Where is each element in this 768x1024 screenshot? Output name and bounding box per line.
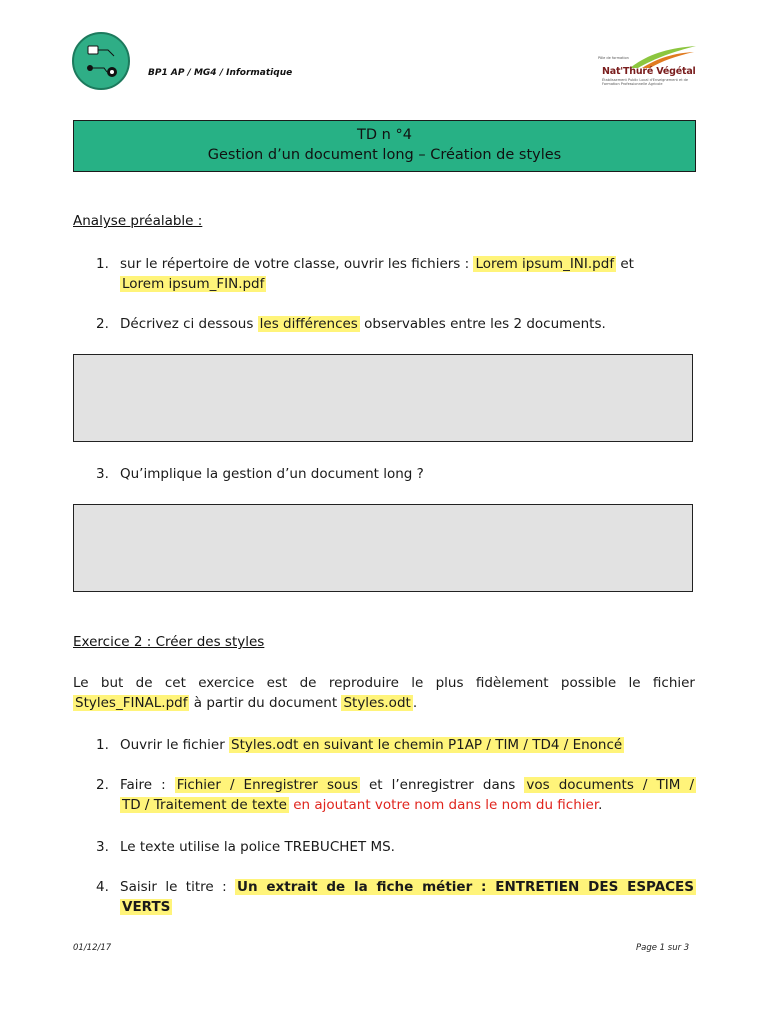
item-line: [120, 897, 696, 917]
org-name: Nat'Thuré Végétal: [602, 66, 696, 77]
item-line: [120, 795, 696, 815]
list-number: 1.: [96, 256, 109, 272]
item-text: Décrivez ci dessous: [120, 316, 258, 332]
list-number: 2.: [96, 777, 109, 793]
highlight-menu: Fichier / Enregistrer sous: [176, 777, 358, 793]
footer-page-number: Page 1 sur 3: [636, 943, 690, 953]
td-title: Gestion d’un document long – Création de styles: [207, 147, 562, 163]
answer-box-differences[interactable]: [73, 354, 693, 442]
list-number: 4.: [96, 879, 109, 895]
highlight-title: Un extrait de la fiche métier : ENTRETIEN DES ESPACES: [237, 879, 694, 895]
item-text: et l’enregistrer dans: [359, 777, 525, 793]
org-description: Établissement Public Local d'Enseignement et de Formation Professionnelle Agricole: [602, 78, 689, 86]
item-text: .: [598, 797, 603, 813]
intro-line-1: Le but de cet exercice est de reproduire le plus fidèlement possible le fichier: [73, 675, 695, 691]
highlight-filename: Lorem ipsum_FIN.pdf: [122, 276, 265, 292]
highlight-filename: Styles.odt: [343, 695, 411, 711]
section-heading-analyse: Analyse préalable :: [73, 213, 203, 229]
highlight-path: Styles.odt en suivant le chemin P1AP / TIM / TD4 / Enoncé: [231, 737, 623, 753]
highlight-filename: Styles_FINAL.pdf: [75, 695, 188, 711]
highlight-filename: Lorem ipsum_INI.pdf: [475, 256, 615, 272]
td-number: TD n °4: [357, 127, 412, 143]
highlight-path: TD / Traitement de texte: [122, 797, 287, 813]
list-number: 2.: [96, 316, 109, 332]
item-text: Saisir le titre :: [120, 879, 236, 895]
list-item: Qu’implique la gestion d’un document long ?: [120, 466, 424, 482]
list-item: Le texte utilise la police TREBUCHET MS.: [120, 839, 395, 855]
item-text: Ouvrir le fichier: [120, 737, 230, 753]
list-number: 3.: [96, 466, 109, 482]
highlight-title: VERTS: [122, 899, 171, 915]
list-item: [120, 314, 696, 334]
item-line: [120, 877, 696, 897]
list-item: [120, 254, 696, 294]
item-text: sur le répertoire de votre classe, ouvrir les fichiers :: [120, 256, 474, 272]
answer-box-document-long[interactable]: [73, 504, 693, 592]
list-item: [120, 877, 696, 917]
footer-date: 01/12/17: [73, 943, 112, 953]
org-tagline: Pôle de formation: [598, 56, 629, 60]
list-number: 3.: [96, 839, 109, 855]
red-instruction: en ajoutant votre nom dans le nom du fichier: [288, 797, 599, 813]
intro-line-2: [73, 693, 695, 713]
org-logo: [588, 44, 700, 96]
highlight-path: vos documents / TIM /: [526, 777, 694, 793]
title-box: [73, 120, 696, 172]
item-text: observables entre les 2 documents.: [359, 316, 606, 332]
section-heading-exercice: Exercice 2 : Créer des styles: [73, 634, 265, 650]
course-label: BP1 AP / MG4 / Informatique: [148, 68, 293, 78]
item-text: Faire :: [120, 777, 175, 793]
list-number: 1.: [96, 737, 109, 753]
item-line: [120, 775, 696, 795]
list-item: [120, 775, 696, 815]
item-text: .: [412, 695, 418, 711]
item-text: et: [616, 256, 634, 272]
list-item: [120, 735, 696, 755]
highlight-text: les différences: [259, 316, 358, 332]
school-logo: [72, 32, 130, 90]
circuit-logo-icon: [74, 34, 128, 88]
item-text: à partir du document: [189, 695, 342, 711]
